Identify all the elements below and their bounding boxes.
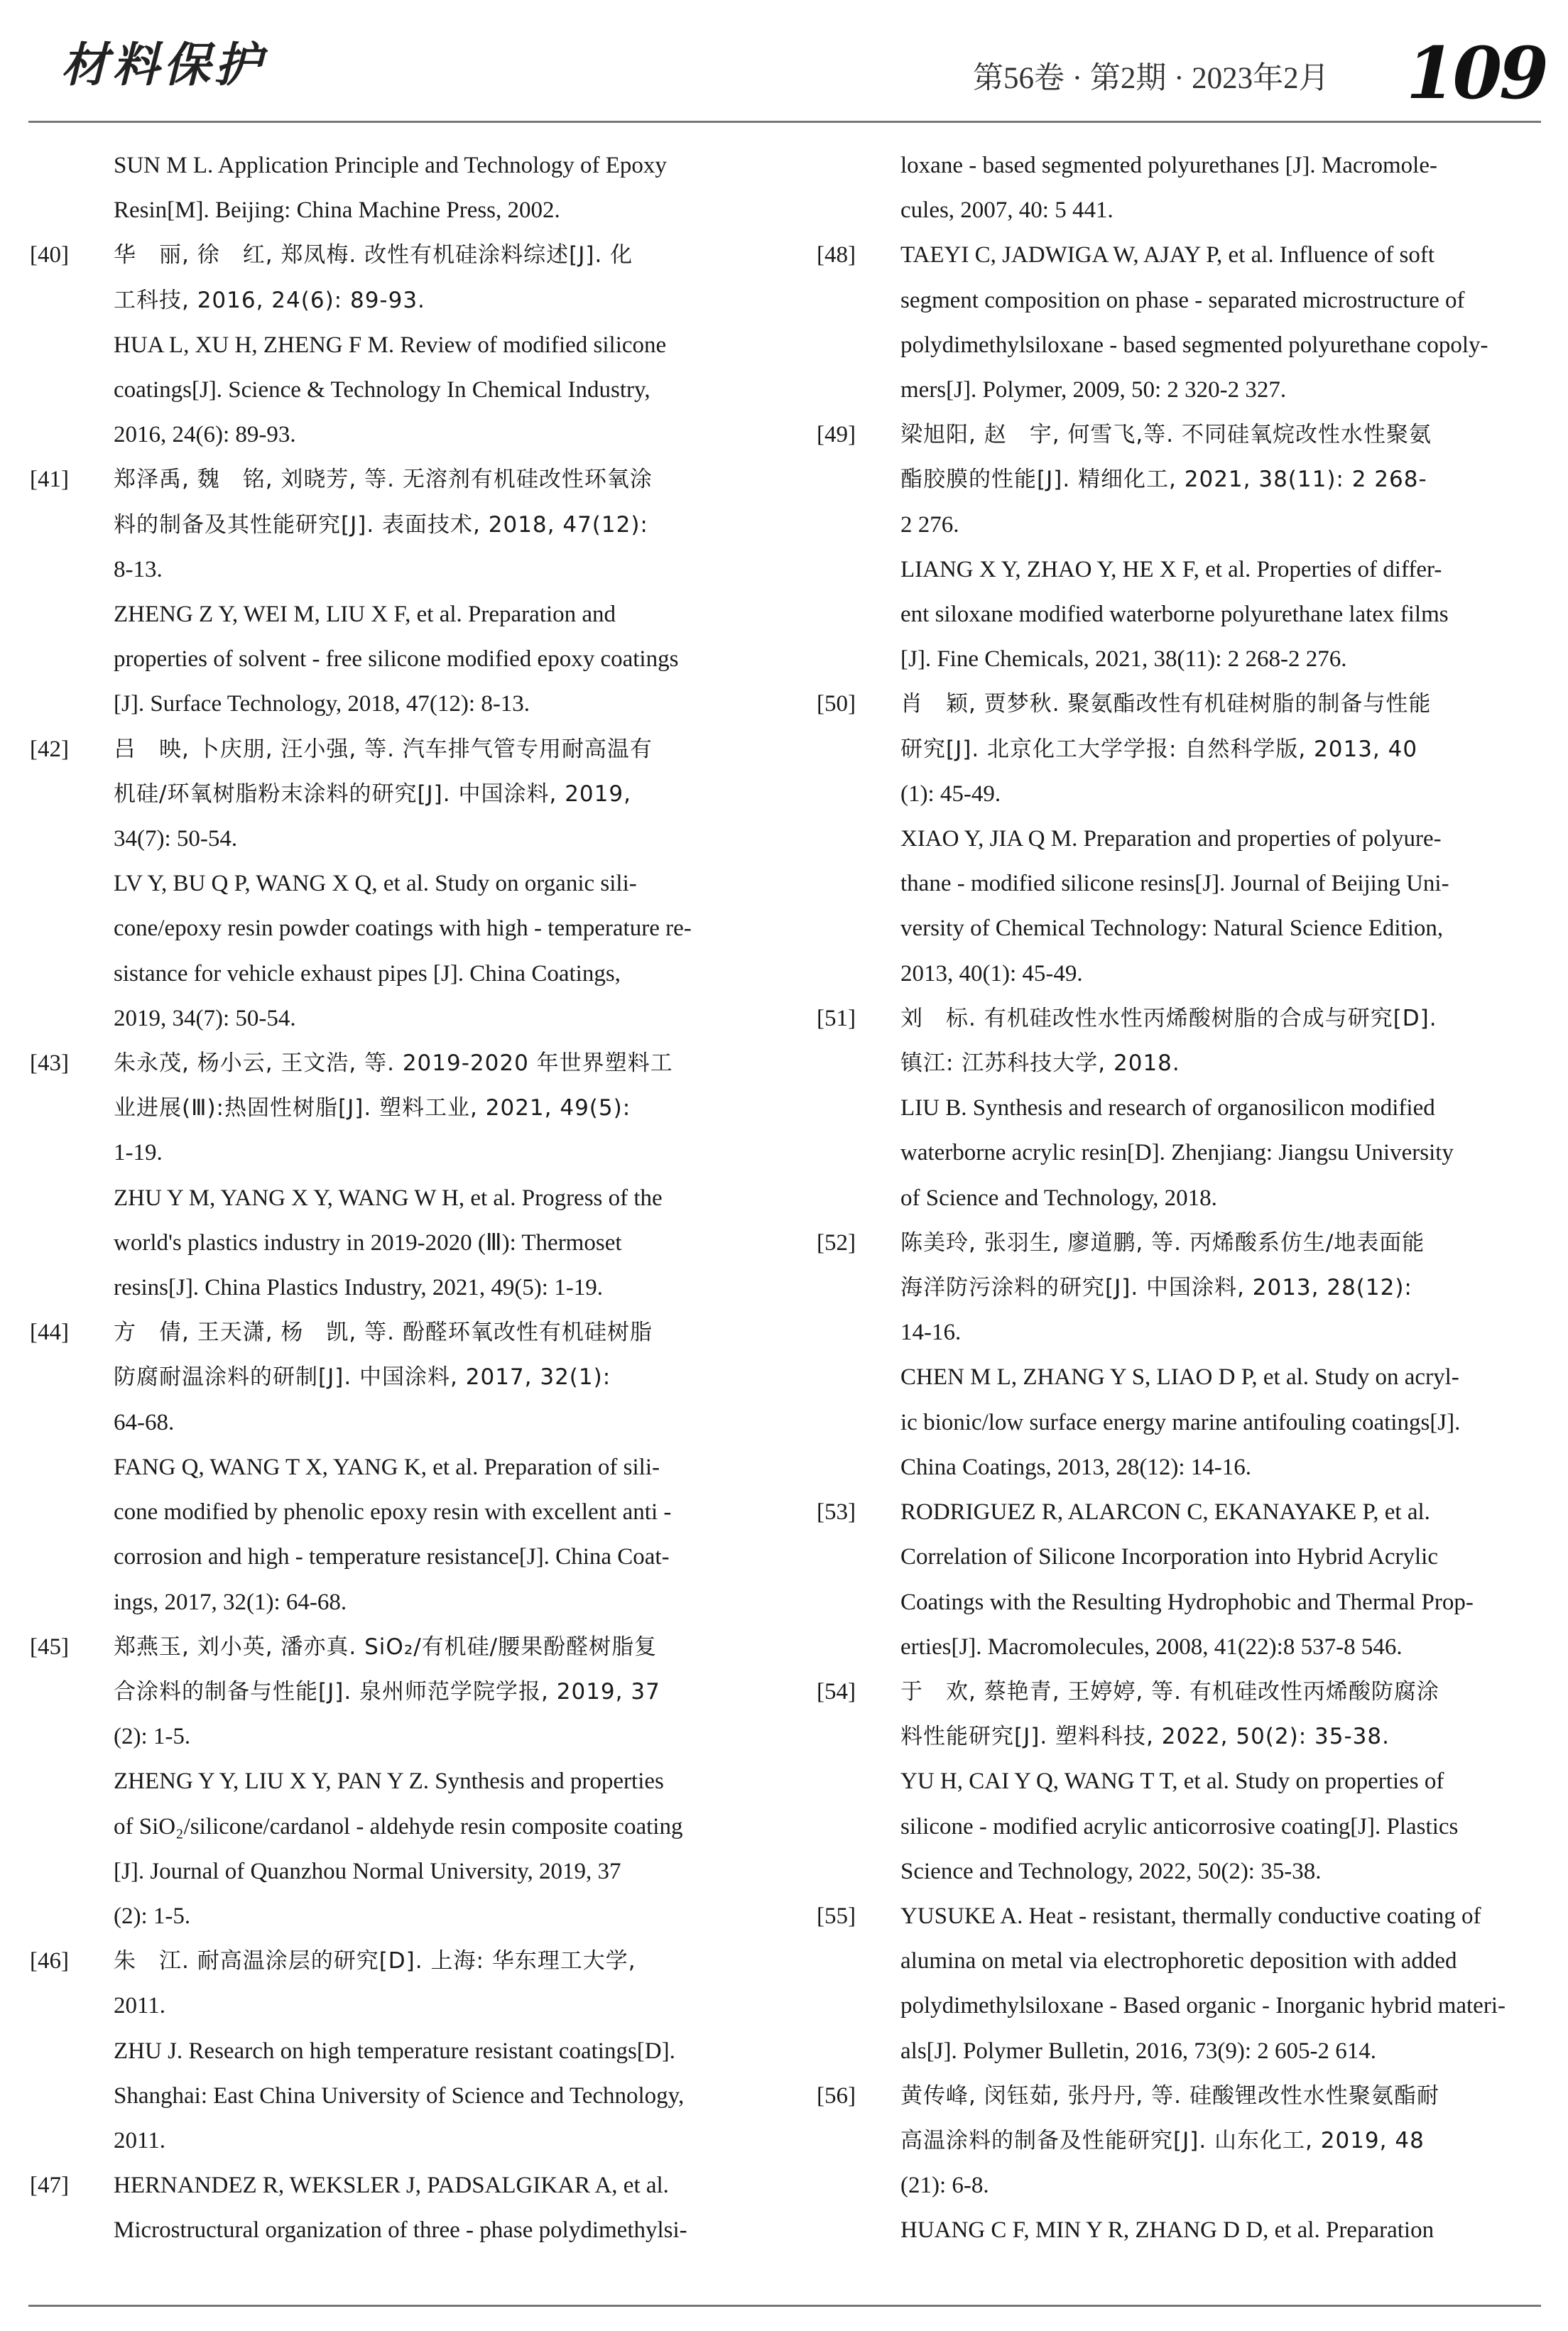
reference-line: alumina on metal via electrophoretic deposition with added <box>900 1948 1457 1974</box>
reference-line: thane - modified silicone resins[J]. Journal of Beijing Uni- <box>900 871 1449 897</box>
reference-line: of Science and Technology, 2018. <box>900 1185 1217 1211</box>
reference-line: 2 276. <box>900 511 959 538</box>
reference-line: (2): 1-5. <box>114 1724 191 1750</box>
reference-line: ZHENG Z Y, WEI M, LIU X F, et al. Preparation and <box>114 602 616 628</box>
reference-entry <box>817 1221 1534 1490</box>
reference-entry <box>817 2074 1534 2254</box>
reference-line: 机硅/环氧树脂粉末涂料的研究[J]. 中国涂料, 2019, <box>114 781 631 807</box>
reference-line: 海洋防污涂料的研究[J]. 中国涂料, 2013, 28(12): <box>900 1275 1412 1301</box>
reference-number: [50] <box>817 691 856 717</box>
reference-entry <box>30 457 747 727</box>
reference-line: 防腐耐温涂料的研制[J]. 中国涂料, 2017, 32(1): <box>114 1364 611 1391</box>
reference-line: SUN M L. Application Principle and Technology of Epoxy <box>114 153 667 178</box>
header-rule <box>28 121 1541 123</box>
footer-rule <box>28 2305 1541 2307</box>
reference-line: sistance for vehicle exhaust pipes [J]. China Coatings, <box>114 960 621 987</box>
reference-line: RODRIGUEZ R, ALARCON C, EKANAYAKE P, et al. <box>900 1499 1430 1526</box>
reference-entry <box>817 1894 1534 2074</box>
reference-line: HERNANDEZ R, WEKSLER J, PADSALGIKAR A, et al. <box>114 2173 669 2199</box>
reference-line: 34(7): 50-54. <box>114 826 238 852</box>
reference-line: 64-68. <box>114 1409 175 1435</box>
reference-line: 业进展(Ⅲ):热固性树脂[J]. 塑料工业, 2021, 49(5): <box>114 1095 631 1121</box>
reference-entry <box>817 143 1534 233</box>
reference-line: 酯胶膜的性能[J]. 精细化工, 2021, 38(11): 2 268- <box>900 467 1427 493</box>
reference-line: 2011. <box>114 1993 166 2019</box>
reference-line: LIANG X Y, ZHAO Y, HE X F, et al. Properties of differ- <box>900 556 1442 582</box>
reference-line: [J]. Journal of Quanzhou Normal University, 2019, 37 <box>114 1858 621 1884</box>
reference-line: cone/epoxy resin powder coatings with high - temperature re- <box>114 915 692 942</box>
reference-entry <box>30 143 747 233</box>
reference-number: [48] <box>817 242 856 268</box>
reference-line: of SiO₂/silicone/cardanol - aldehyde resin composite coating <box>114 1813 683 1840</box>
issue-info: 第56卷 · 第2期 · 2023年2月 <box>973 62 1329 95</box>
reference-line: CHEN M L, ZHANG Y S, LIAO D P, et al. Study on acryl- <box>900 1364 1459 1391</box>
reference-line: XIAO Y, JIA Q M. Preparation and properties of polyure- <box>900 826 1442 852</box>
journal-logo: 材料保护 <box>61 37 266 92</box>
reference-line: 郑燕玉, 刘小英, 潘亦真. SiO₂/有机硅/腰果酚醛树脂复 <box>114 1634 658 1660</box>
reference-line: 朱 江. 耐高温涂层的研究[D]. 上海: 华东理工大学, <box>114 1948 636 1974</box>
reference-line: 2019, 34(7): 50-54. <box>114 1005 296 1031</box>
reference-number: [47] <box>30 2173 69 2199</box>
reference-line: 2011. <box>114 2127 166 2153</box>
reference-line: HUANG C F, MIN Y R, ZHANG D D, et al. Preparation <box>900 2217 1434 2244</box>
reference-line: 镇江: 江苏科技大学, 2018. <box>900 1050 1180 1077</box>
reference-number: [56] <box>817 2082 856 2109</box>
left-column <box>30 143 747 2254</box>
reference-line: ZHENG Y Y, LIU X Y, PAN Y Z. Synthesis and properties <box>114 1768 664 1795</box>
reference-line: 8-13. <box>114 556 163 582</box>
reference-line: coatings[J]. Science & Technology In Chemical Industry, <box>114 377 650 403</box>
reference-line: segment composition on phase - separated microstructure of <box>900 287 1465 313</box>
reference-line: 2016, 24(6): 89-93. <box>114 422 296 448</box>
reference-entry <box>30 1310 747 1624</box>
reference-line: cone modified by phenolic epoxy resin with excellent anti - <box>114 1499 672 1526</box>
reference-line: 陈美玲, 张羽生, 廖道鹏, 等. 丙烯酸系仿生/地表面能 <box>900 1229 1425 1256</box>
reference-entry <box>817 1670 1534 1894</box>
reference-entry <box>817 233 1534 413</box>
reference-line: Correlation of Silicone Incorporation into Hybrid Acrylic <box>900 1544 1438 1570</box>
reference-line: polydimethylsiloxane - based segmented polyurethane copoly- <box>900 332 1488 358</box>
reference-entry <box>30 1041 747 1310</box>
reference-line: world's plastics industry in 2019-2020 (Ⅲ): Thermoset <box>114 1229 622 1256</box>
reference-line: 料性能研究[J]. 塑料科技, 2022, 50(2): 35-38. <box>900 1724 1390 1750</box>
reference-number: [53] <box>817 1499 856 1526</box>
reference-entry <box>817 1490 1534 1670</box>
reference-line: [J]. Surface Technology, 2018, 47(12): 8-13. <box>114 691 530 717</box>
reference-line: polydimethylsiloxane - Based organic - Inorganic hybrid materi- <box>900 1993 1506 2019</box>
reference-line: 刘 标. 有机硅改性水性丙烯酸树脂的合成与研究[D]. <box>900 1005 1437 1031</box>
reference-entry <box>817 682 1534 996</box>
reference-line: ings, 2017, 32(1): 64-68. <box>114 1589 347 1615</box>
reference-line: FANG Q, WANG T X, YANG K, et al. Preparation of sili- <box>114 1454 660 1480</box>
reference-line: properties of solvent - free silicone modified epoxy coatings <box>114 646 679 673</box>
reference-number: [43] <box>30 1050 69 1077</box>
reference-line: HUA L, XU H, ZHENG F M. Review of modified silicone <box>114 332 667 358</box>
reference-line: 肖 颖, 贾梦秋. 聚氨酯改性有机硅树脂的制备与性能 <box>900 691 1432 717</box>
reference-line: 2013, 40(1): 45-49. <box>900 960 1083 987</box>
reference-line: 方 倩, 王天潇, 杨 凯, 等. 酚醛环氧改性有机硅树脂 <box>114 1320 653 1346</box>
reference-line: ZHU J. Research on high temperature resistant coatings[D]. <box>114 2038 675 2064</box>
reference-line: 1-19. <box>114 1140 163 1166</box>
reference-number: [42] <box>30 736 69 762</box>
reference-line: cules, 2007, 40: 5 441. <box>900 197 1114 224</box>
reference-entry <box>30 1939 747 2163</box>
reference-line: 黄传峰, 闵钰茹, 张丹丹, 等. 硅酸锂改性水性聚氨酯耐 <box>900 2082 1439 2109</box>
reference-line: YU H, CAI Y Q, WANG T T, et al. Study on properties of <box>900 1768 1444 1795</box>
reference-line: 合涂料的制备与性能[J]. 泉州师范学院学报, 2019, 37 <box>114 1678 660 1705</box>
reference-line: versity of Chemical Technology: Natural Science Edition, <box>900 915 1444 942</box>
reference-number: [45] <box>30 1634 69 1660</box>
reference-number: [54] <box>817 1678 856 1705</box>
reference-line: Coatings with the Resulting Hydrophobic and Thermal Prop- <box>900 1589 1474 1615</box>
reference-line: China Coatings, 2013, 28(12): 14-16. <box>900 1454 1252 1480</box>
reference-line: [J]. Fine Chemicals, 2021, 38(11): 2 268-2 276. <box>900 646 1347 673</box>
reference-line: Resin[M]. Beijing: China Machine Press, 2002. <box>114 197 560 224</box>
reference-line: 工科技, 2016, 24(6): 89-93. <box>114 287 425 313</box>
reference-line: 14-16. <box>900 1320 962 1346</box>
reference-number: [52] <box>817 1229 856 1256</box>
reference-line: ZHU Y M, YANG X Y, WANG W H, et al. Progress of the <box>114 1185 663 1211</box>
reference-line: (21): 6-8. <box>900 2173 989 2199</box>
reference-number: [46] <box>30 1948 69 1974</box>
reference-line: loxane - based segmented polyurethanes [J]. Macromole- <box>900 153 1437 178</box>
reference-line: 朱永茂, 杨小云, 王文浩, 等. 2019-2020 年世界塑料工 <box>114 1050 673 1077</box>
reference-line: 华 丽, 徐 红, 郑凤梅. 改性有机硅涂料综述[J]. 化 <box>114 242 633 268</box>
reference-line: 吕 映, 卜庆朋, 汪小强, 等. 汽车排气管专用耐高温有 <box>114 736 653 762</box>
reference-line: TAEYI C, JADWIGA W, AJAY P, et al. Influence of soft <box>900 242 1435 268</box>
reference-line: (1): 45-49. <box>900 781 1001 807</box>
reference-line: ic bionic/low surface energy marine antifouling coatings[J]. <box>900 1409 1461 1435</box>
reference-number: [41] <box>30 467 69 493</box>
reference-line: Microstructural organization of three - phase polydimethylsi- <box>114 2217 687 2244</box>
reference-line: LV Y, BU Q P, WANG X Q, et al. Study on organic sili- <box>114 871 637 897</box>
right-column <box>817 143 1534 2254</box>
page-number: 109 <box>1406 31 1546 115</box>
reference-line: resins[J]. China Plastics Industry, 2021, 49(5): 1-19. <box>114 1275 603 1301</box>
reference-line: Shanghai: East China University of Science and Technology, <box>114 2082 685 2109</box>
reference-line: YUSUKE A. Heat - resistant, thermally conductive coating of <box>900 1903 1481 1929</box>
page-header <box>0 0 1568 128</box>
reference-line: 郑泽禹, 魏 铭, 刘晓芳, 等. 无溶剂有机硅改性环氧涂 <box>114 467 653 493</box>
reference-entry <box>817 996 1534 1221</box>
reference-line: erties[J]. Macromolecules, 2008, 41(22):8 537-8 546. <box>900 1634 1403 1660</box>
reference-entry <box>30 1625 747 1939</box>
reference-line: Science and Technology, 2022, 50(2): 35-38. <box>900 1858 1322 1884</box>
reference-line: 料的制备及其性能研究[J]. 表面技术, 2018, 47(12): <box>114 511 648 538</box>
reference-line: 高温涂料的制备及性能研究[J]. 山东化工, 2019, 48 <box>900 2127 1425 2153</box>
reference-line: silicone - modified acrylic anticorrosive coating[J]. Plastics <box>900 1813 1459 1840</box>
reference-line: 于 欢, 蔡艳青, 王婷婷, 等. 有机硅改性丙烯酸防腐涂 <box>900 1678 1439 1705</box>
reference-line: mers[J]. Polymer, 2009, 50: 2 320-2 327. <box>900 377 1287 403</box>
reference-entry <box>30 727 747 1041</box>
reference-number: [51] <box>817 1005 856 1031</box>
reference-line: LIU B. Synthesis and research of organosilicon modified <box>900 1095 1435 1121</box>
reference-number: [55] <box>817 1903 856 1929</box>
reference-line: corrosion and high - temperature resistance[J]. China Coat- <box>114 1544 670 1570</box>
reference-entry <box>30 233 747 457</box>
reference-number: [49] <box>817 422 856 448</box>
reference-line: waterborne acrylic resin[D]. Zhenjiang: Jiangsu University <box>900 1140 1454 1166</box>
reference-line: als[J]. Polymer Bulletin, 2016, 73(9): 2 605-2 614. <box>900 2038 1377 2064</box>
reference-line: 研究[J]. 北京化工大学学报: 自然科学版, 2013, 40 <box>900 736 1418 762</box>
reference-entry <box>30 2163 747 2253</box>
reference-number: [40] <box>30 242 69 268</box>
reference-line: ent siloxane modified waterborne polyurethane latex films <box>900 602 1449 628</box>
reference-line: 梁旭阳, 赵 宇, 何雪飞,等. 不同硅氧烷改性水性聚氨 <box>900 422 1432 448</box>
reference-entry <box>817 413 1534 682</box>
reference-line: (2): 1-5. <box>114 1903 191 1929</box>
reference-number: [44] <box>30 1320 69 1346</box>
